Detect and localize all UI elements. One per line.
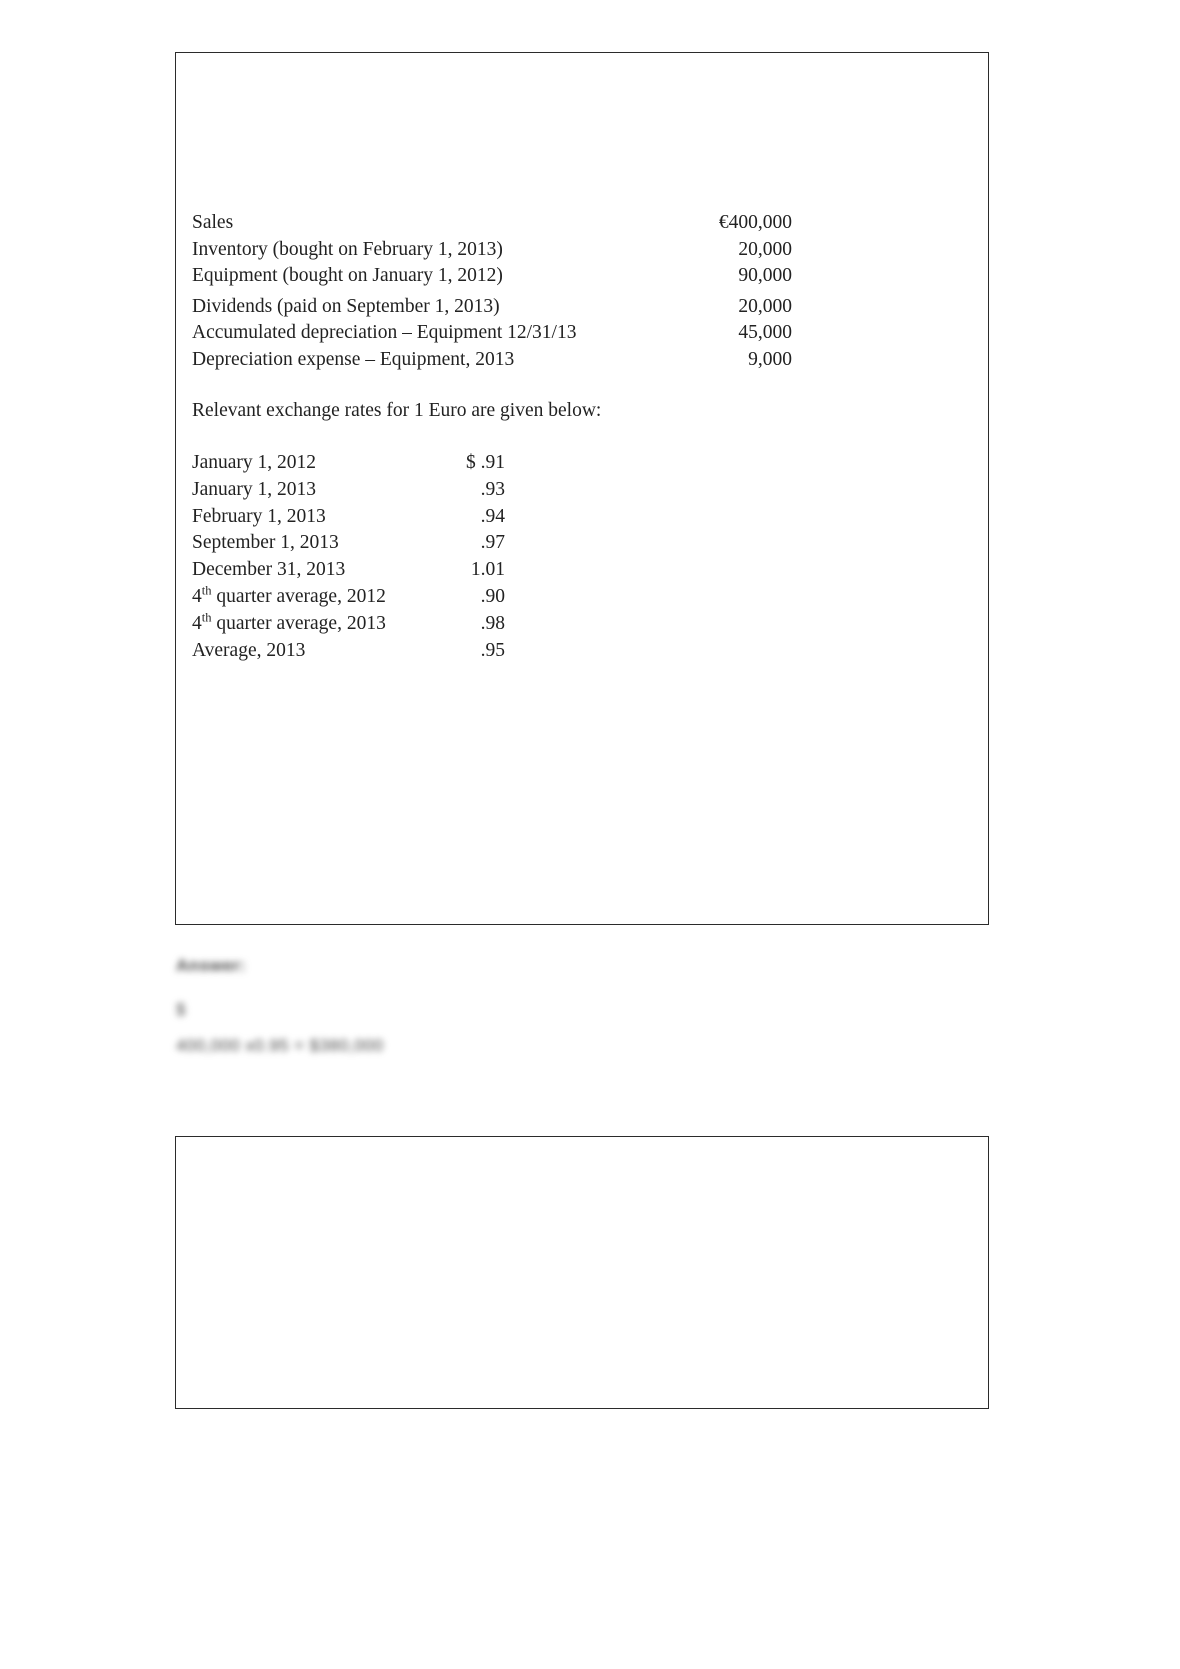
rate-date-number: 4 <box>192 612 202 634</box>
currency-symbol: $ <box>466 452 476 473</box>
financial-item-label: Dividends (paid on September 1, 2013) <box>192 295 500 317</box>
table-row <box>192 557 522 584</box>
answer-content-box <box>175 1136 989 1409</box>
rate-value: .93 <box>480 478 505 500</box>
table-row <box>192 263 792 290</box>
financial-item-label: Sales <box>192 212 234 233</box>
rate-date-label: February 1, 2013 <box>192 505 326 527</box>
rate-date-label <box>192 611 386 638</box>
table-row <box>192 477 522 504</box>
rate-value: .98 <box>480 612 505 634</box>
rate-value: .90 <box>480 585 505 607</box>
table-row <box>192 347 792 374</box>
financial-item-label: Accumulated depreciation – Equipment 12/31/13 <box>192 322 577 343</box>
rate-date-text: quarter average, 2013 <box>211 612 386 634</box>
table-row <box>192 530 522 557</box>
rate-date-number: 4 <box>192 585 202 607</box>
obscured-answer-calculation: 400,000 x0.95 = $380,000 <box>176 1036 384 1055</box>
rate-date-label: January 1, 2012 <box>192 452 317 473</box>
rate-value: .95 <box>480 639 505 661</box>
table-row <box>192 584 522 611</box>
table-row <box>192 210 792 237</box>
financial-item-label: Equipment (bought on January 1, 2012) <box>192 265 503 286</box>
exchange-rates-intro: Relevant exchange rates for 1 Euro are given below: <box>192 400 602 421</box>
rate-value: 1.01 <box>470 559 505 581</box>
financial-item-amount: 20,000 <box>738 238 792 260</box>
financial-item-amount: 90,000 <box>738 265 792 286</box>
rate-date-label: January 1, 2013 <box>192 478 317 500</box>
rate-value: .94 <box>480 505 505 527</box>
financial-item-amount: 45,000 <box>738 322 792 343</box>
financial-item-amount: €400,000 <box>718 212 792 233</box>
rate-date-label: December 31, 2013 <box>192 559 346 581</box>
financial-data-list <box>192 210 792 373</box>
table-row <box>192 504 522 531</box>
rate-date-text: quarter average, 2012 <box>211 585 386 607</box>
obscured-answer-symbol: $ <box>176 1000 186 1019</box>
table-row <box>192 320 792 347</box>
financial-item-amount: 20,000 <box>738 295 792 317</box>
rate-date-label: September 1, 2013 <box>192 532 339 554</box>
financial-item-label: Depreciation expense – Equipment, 2013 <box>192 348 515 370</box>
rate-date-label: Average, 2013 <box>192 639 306 661</box>
exchange-rates-list <box>192 450 522 664</box>
table-row <box>192 450 522 477</box>
rate-value: .97 <box>480 532 505 554</box>
table-row <box>192 638 522 665</box>
rate-date-ordinal-suffix: th <box>201 583 212 598</box>
rate-date-label <box>192 584 386 611</box>
table-row <box>192 294 792 321</box>
table-row <box>192 237 792 264</box>
rate-value <box>432 450 505 477</box>
rate-date-ordinal-suffix: th <box>201 610 212 625</box>
obscured-answer-heading: Answer: <box>176 956 246 975</box>
financial-item-label: Inventory (bought on February 1, 2013) <box>192 238 503 260</box>
rate-number: .91 <box>480 452 505 473</box>
table-row <box>192 611 522 638</box>
financial-item-amount: 9,000 <box>748 348 792 370</box>
